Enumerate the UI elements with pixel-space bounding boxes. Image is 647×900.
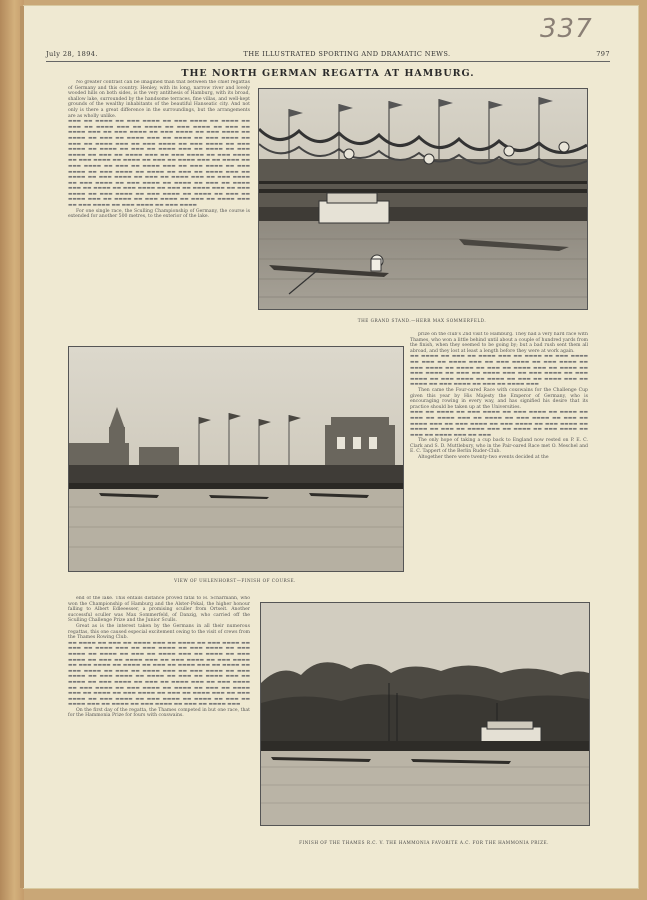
engraving-uhlenhorst [68, 346, 404, 572]
text-filler: ▬▬▬ ▬▬ ▬▬▬▬ ▬▬ ▬▬▬ ▬▬▬▬ ▬▬ ▬▬▬ ▬▬▬▬ ▬▬ ▬▬▬▬ ▬▬ ▬▬▬ ▬▬ ▬▬▬▬ ▬▬▬ ▬▬ ▬▬▬▬ ▬▬ ▬▬▬ ▬▬▬▬ ▬▬ ▬▬▬ ▬▬ ▬▬▬▬ ▬▬▬ ▬▬ ▬▬▬ ▬▬▬▬ ▬▬ ▬▬▬ ▬▬▬▬ ▬▬ ▬▬▬ ▬▬▬▬ ▬▬ ▬▬▬▬ ▬▬ ▬▬▬ ▬▬ ▬▬▬▬ ▬▬▬ ▬▬ ▬▬▬▬ ▬▬ ▬▬▬ ▬▬▬▬ ▬▬ ▬▬▬ ▬▬ ▬▬▬▬ ▬▬▬ ▬▬ ▬▬▬ [410, 410, 588, 438]
caption-grand-stand: THE GRAND STAND.—HERR MAX SOMMERFELD. [357, 318, 487, 323]
caption-uhlenhorst: VIEW OF UHLENHORST—FINISH OF COURSE. [174, 578, 296, 583]
paragraph: Then came the Four-oared Race with coxswains for the Challenge Cup given this year by His Majesty the Emperor of Germany, who is encouraging rowing in every way, and has signified his desire that its practice should be taken up at the Universities. [410, 387, 588, 410]
text-filler: ▬▬▬ ▬▬ ▬▬▬▬ ▬▬ ▬▬▬ ▬▬▬▬ ▬▬ ▬▬▬ ▬▬▬▬ ▬▬ ▬▬▬▬ ▬▬ ▬▬▬ ▬▬ ▬▬▬▬ ▬▬▬ ▬▬ ▬▬▬▬ ▬▬ ▬▬▬ ▬▬▬▬ ▬▬ ▬▬▬ ▬▬ ▬▬▬▬ ▬▬▬ ▬▬ ▬▬▬ ▬▬▬▬ ▬▬ ▬▬▬ ▬▬▬▬ ▬▬ ▬▬▬ ▬▬▬▬ ▬▬ ▬▬▬▬ ▬▬ ▬▬▬ ▬▬ ▬▬▬▬ ▬▬▬ ▬▬ ▬▬▬▬ ▬▬ ▬▬▬ ▬▬▬▬ ▬▬ ▬▬▬ ▬▬ ▬▬▬▬ ▬▬▬ ▬▬ ▬▬▬ ▬▬▬▬ ▬▬ ▬▬▬ ▬▬▬▬ ▬▬ ▬▬▬ ▬▬▬▬ ▬▬ ▬▬▬▬ ▬▬ ▬▬▬ ▬▬ ▬▬▬▬ ▬▬▬ ▬▬ ▬▬▬▬ ▬▬ ▬▬▬ ▬▬▬▬ ▬▬ ▬▬▬ ▬▬ ▬▬▬▬ ▬▬▬ ▬▬ ▬▬▬ ▬▬▬▬ ▬▬ ▬▬▬ ▬▬▬▬ ▬▬ ▬▬▬ ▬▬▬▬ ▬▬ ▬▬▬▬ ▬▬ ▬▬▬ ▬▬ ▬▬▬▬ ▬▬▬ ▬▬ ▬▬▬▬ ▬▬ ▬▬▬ ▬▬▬▬ ▬▬ ▬▬▬ ▬▬ ▬▬▬▬ ▬▬▬ ▬▬ ▬▬▬ ▬▬▬▬ ▬▬ ▬▬▬ ▬▬▬▬ ▬▬ ▬▬▬ ▬▬▬▬ ▬▬ ▬▬▬▬ ▬▬ ▬▬▬ ▬▬ ▬▬▬▬ ▬▬▬ ▬▬ ▬▬▬▬ ▬▬ ▬▬▬ ▬▬▬▬ ▬▬ ▬▬▬ ▬▬ ▬▬▬▬ ▬▬▬ ▬▬ ▬▬▬ ▬▬▬▬ ▬▬ ▬▬▬ ▬▬▬▬ ▬▬ ▬▬▬ ▬▬▬▬ ▬▬ ▬▬▬▬ ▬▬ ▬▬▬ ▬▬ ▬▬▬▬ ▬▬▬ ▬▬ ▬▬▬▬ ▬▬ ▬▬▬ ▬▬▬▬ ▬▬ ▬▬▬ ▬▬ ▬▬▬▬ ▬▬▬ ▬▬ ▬▬▬ ▬▬▬▬ ▬▬ ▬▬▬ ▬▬▬▬ ▬▬ ▬▬▬ ▬▬▬▬ ▬▬ ▬▬▬▬ ▬▬ ▬▬▬ ▬▬ ▬▬▬▬ ▬▬▬ ▬▬ ▬▬▬▬ ▬▬ ▬▬▬ ▬▬▬▬ ▬▬ ▬▬▬ ▬▬ ▬▬▬▬ ▬▬▬ ▬▬ ▬▬▬ ▬▬▬▬ ▬▬ ▬▬▬ ▬▬▬▬ ▬▬ ▬▬▬ ▬▬▬▬ [68, 119, 250, 209]
text-column-right-middle [410, 332, 588, 582]
book-binding [0, 0, 24, 900]
article-headline: THE NORTH GERMAN REGATTA AT HAMBURG. [181, 68, 475, 79]
paragraph: Great as is the interest taken by the Germans in all their numerous regattas, this one caused especial excitement owing to the visit of crews from the Thames Rowing Club. [68, 623, 250, 641]
header-page-number: 797 [596, 50, 610, 58]
paragraph: The only hope of taking a cup back to England now rested on P. E. C. Clark and S. D. Muttlebury, who in the Pair-oared Race met O. Meschel and E. C. Tappert of the Berlin Ruder-Club. [410, 438, 588, 455]
header-publication: THE ILLUSTRATED SPORTING AND DRAMATIC NEWS. [243, 50, 451, 58]
paragraph: On the first day of the regatta, the Thames competed in but one race, that for the Hammonia Prize for fours with coxswains. [68, 707, 250, 719]
text-column-left-top [68, 80, 250, 332]
paragraph: Altogether there were twenty-two events decided at the [418, 455, 549, 461]
handwritten-page-number: 337 [540, 14, 593, 44]
caption-finish: FINISH OF THE THAMES R.C. V. THE HAMMONIA FAVORITE A.C. FOR THE HAMMONIA PRIZE. [299, 840, 549, 845]
text-filler: ▬▬ ▬▬▬▬ ▬▬ ▬▬▬ ▬▬ ▬▬▬▬ ▬▬▬ ▬▬ ▬▬▬▬ ▬▬ ▬▬▬ ▬▬▬▬ ▬▬ ▬▬▬ ▬▬ ▬▬▬▬ ▬▬▬ ▬▬ ▬▬▬ ▬▬▬▬ ▬▬ ▬▬▬ ▬▬▬▬ ▬▬ ▬▬▬ ▬▬▬▬ ▬▬ ▬▬▬▬ ▬▬ ▬▬▬ ▬▬ ▬▬▬▬ ▬▬▬ ▬▬ ▬▬▬▬ ▬▬ ▬▬▬ ▬▬▬▬ ▬▬ ▬▬▬ ▬▬ ▬▬▬▬ ▬▬▬ ▬▬ ▬▬▬ ▬▬▬▬ ▬▬ ▬▬▬ ▬▬▬▬ ▬▬ ▬▬▬ ▬▬▬▬ ▬▬ ▬▬▬▬ ▬▬ ▬▬▬ ▬▬ ▬▬▬▬ ▬▬▬ ▬▬ ▬▬▬▬ ▬▬ ▬▬▬ ▬▬▬▬ ▬▬ ▬▬▬ ▬▬ ▬▬▬▬ ▬▬▬ ▬▬ ▬▬▬ ▬▬▬▬ ▬▬ ▬▬▬ ▬▬▬▬ ▬▬ ▬▬▬ ▬▬▬▬ ▬▬ ▬▬▬▬ ▬▬ ▬▬▬ ▬▬ ▬▬▬▬ ▬▬▬ ▬▬ ▬▬▬▬ ▬▬ ▬▬▬ ▬▬▬▬ ▬▬ ▬▬▬ ▬▬ ▬▬▬▬ ▬▬▬ ▬▬ ▬▬▬ ▬▬▬▬ ▬▬ ▬▬▬ ▬▬▬▬ ▬▬ ▬▬▬ ▬▬▬▬ ▬▬ ▬▬▬▬ ▬▬ ▬▬▬ ▬▬ ▬▬▬▬ ▬▬▬ ▬▬ ▬▬▬▬ ▬▬ ▬▬▬ ▬▬▬▬ ▬▬ ▬▬▬ ▬▬ ▬▬▬▬ ▬▬▬ ▬▬ ▬▬▬ ▬▬▬▬ ▬▬ ▬▬▬ ▬▬▬▬ ▬▬ ▬▬▬ ▬▬▬▬ ▬▬ ▬▬▬▬ ▬▬ ▬▬▬ ▬▬ ▬▬▬▬ ▬▬▬ ▬▬ ▬▬▬▬ ▬▬ ▬▬▬ ▬▬▬▬ ▬▬ ▬▬▬ ▬▬ ▬▬▬▬ ▬▬▬ [68, 640, 250, 708]
paragraph: prize on the club's 2nd visit to Hamburg. They had a very hard race with Thames, who won a little behind until about a couple of hundred yards from the finish, when they seemed to be going by; but a bad rush sent them all abroad, and they lost at least a length before they were at work again. [410, 332, 588, 354]
text-filler: ▬▬ ▬▬▬▬ ▬▬ ▬▬▬ ▬▬ ▬▬▬▬ ▬▬▬ ▬▬ ▬▬▬▬ ▬▬ ▬▬▬ ▬▬▬▬ ▬▬ ▬▬▬ ▬▬ ▬▬▬▬ ▬▬▬ ▬▬ ▬▬▬ ▬▬▬▬ ▬▬ ▬▬▬ ▬▬▬▬ ▬▬ ▬▬▬ ▬▬▬▬ ▬▬ ▬▬▬▬ ▬▬ ▬▬▬ ▬▬ ▬▬▬▬ ▬▬▬ ▬▬ ▬▬▬▬ ▬▬ ▬▬▬ ▬▬▬▬ ▬▬ ▬▬▬ ▬▬ ▬▬▬▬ ▬▬▬ ▬▬ ▬▬▬ ▬▬▬▬ ▬▬ ▬▬▬ ▬▬▬▬ ▬▬ ▬▬▬ ▬▬▬▬ ▬▬ ▬▬▬▬ ▬▬ ▬▬▬ ▬▬ ▬▬▬▬ ▬▬▬ ▬▬ ▬▬▬▬ ▬▬ ▬▬▬ ▬▬▬▬ ▬▬ ▬▬▬ ▬▬ ▬▬▬▬ ▬▬▬ [410, 354, 588, 388]
engraving-finish [260, 602, 590, 826]
paragraph: No greater contrast can be imagined than that between the chief regattas of Germany and this country. Henley, with its long, narrow river and lovely wooded hills on both sides, is the very antithesis of Hamburg, with its broad, shallow lake, surrounded by the handsome terraces, fine villas, and well-kept grounds of the wealthy inhabitants of the beautiful Hanseatic city. And not only is there a great difference in the surroundings, but the arrangements are as wholly unlike. [68, 80, 250, 119]
running-header [46, 48, 610, 60]
text-column-left-bottom [68, 596, 250, 872]
header-date: July 28, 1894. [46, 50, 98, 58]
paragraph: end of the lake. This entails distance proved fatal to H. Scharmann, who won the Championship of Hamburg and the Alster-Pokal, the higher honour falling to Albert Edleeesser, a promising sculler from Ortseit. Another successful sculler was Max Sommerfeld, of Danzig, who carried off the Sculling Challenge Prize and the Junior Sculls. [68, 596, 250, 624]
paragraph: For one single race, the Sculling Championship of Germany, the course is extended for another 500 metres, to the exterior of the lake. [68, 208, 250, 220]
engraving-grand-stand [258, 88, 588, 310]
header-rule [46, 61, 610, 62]
